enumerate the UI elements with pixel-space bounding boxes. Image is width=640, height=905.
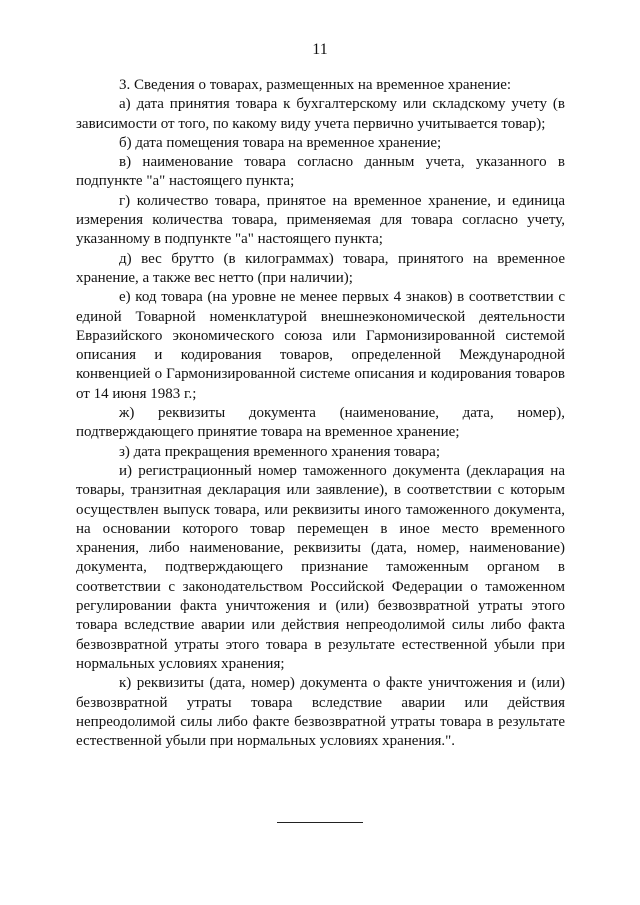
list-item-z: з) дата прекращения временного хранения товара; <box>119 443 441 460</box>
list-item-i: и) регистрационный номер таможенного документа (декларация на товары, транзитная декларация или заявление), в соответствии с которым осуществлен выпуск товара, или реквизиты иного таможенного документа, на основании которого товар перемещен в иное место временного хранения, либо наименование, реквизиты (дата, номер, наименование) документа, подтверждающего признание таможенным органом в соответствии с законодательством Российской Федерации о таможенном регулировании факта уничтожения и (или) безвозвратной утраты этого товара вследствие аварии или действия непреодолимой силы либо факта безвозвратной утраты этого товара в результате естественной убыли при нормальных условиях хранения; <box>76 462 565 672</box>
end-divider <box>277 822 363 823</box>
list-item-g: г) количество товара, принятое на временное хранение, и единица измерения количества товара, применяемая для товара согласно учету, указанному в подпункте "а" настоящего пункта; <box>76 192 565 248</box>
list-item-b: б) дата помещения товара на временное хранение; <box>119 134 442 151</box>
list-item-zh: ж) реквизиты документа (наименование, дата, номер), подтверждающего принятие товара на временное хранение; <box>76 405 565 441</box>
section-heading: 3. Сведения о товарах, размещенных на временное хранение: <box>119 77 512 93</box>
list-item-d: д) вес брутто (в килограммах) товара, принятого на временное хранение, а также вес нетто (при наличии); <box>76 250 565 286</box>
list-item-e: е) код товара (на уровне не менее первых 4 знаков) в соответствии с единой Товарной номенклатурой внешнеэкономической деятельности Евразийского экономического союза или Гармонизированной системой описания и кодирования товаров, определенной Международной конвенцией о Гармонизированной системе описания и кодирования товаров от 14 июня 1983 г.; <box>76 289 565 402</box>
page-number: 11 <box>312 41 328 58</box>
document-body <box>76 76 565 751</box>
list-item-k: к) реквизиты (дата, номер) документа о факте уничтожения и (или) безвозвратной утраты товара вследствие аварии или действия непреодолимой силы либо факте безвозвратной утраты товара в результате естественной убыли при нормальных условиях хранения.". <box>76 675 565 750</box>
list-item-a: а) дата принятия товара к бухгалтерскому или складскому учету (в зависимости от того, по какому виду учета первично учитывается товар); <box>76 96 565 132</box>
list-item-v: в) наименование товара согласно данным учета, указанного в подпункте "а" настоящего пункта; <box>76 154 565 190</box>
